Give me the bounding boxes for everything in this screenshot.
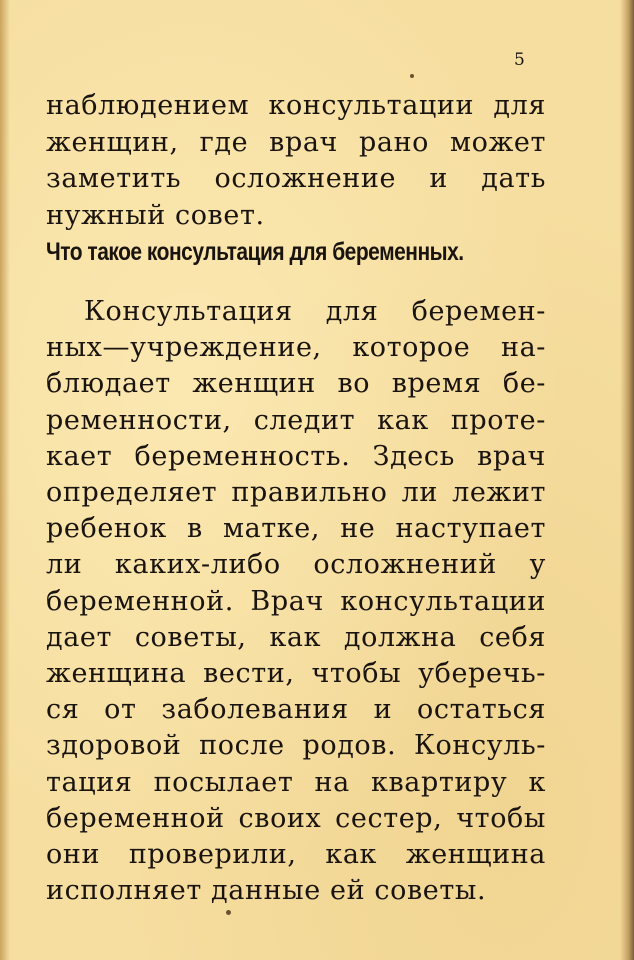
text-line: кает беременность. Здесь врач (46, 440, 546, 472)
text-line: женщина вести, чтобы уберечь- (46, 658, 546, 690)
text-line: Консультация для беремен- (84, 296, 546, 327)
text-line: заметить осложнение и дать (46, 163, 546, 194)
text-line: ных—учреждение, которое на- (46, 332, 546, 364)
text-line: беременной своих сестер, чтобы (46, 802, 546, 834)
text-line: наблюдением консультации для (46, 90, 546, 121)
text-line: здоровой после родов. Консуль- (46, 730, 546, 762)
text-line: определяет правильно ли лежит (46, 477, 546, 509)
page-left-edge (0, 0, 10, 960)
continuation-paragraph (46, 88, 546, 234)
text-line: тация посылает на квартиру к (46, 766, 546, 798)
text-line: беременной. Врач консультации (46, 585, 546, 617)
page-right-edge (620, 0, 634, 960)
text-line: дает советы, как должна себя (46, 621, 546, 653)
text-line: ли каких-либо осложнений у (46, 549, 546, 581)
text-line: блюдает женщин во время бе- (46, 368, 546, 400)
section-heading: Что такое консультация для беременных. (46, 238, 464, 266)
section-paragraph (46, 294, 546, 909)
ink-speck (410, 74, 414, 78)
ink-speck (226, 910, 231, 915)
text-line: они проверили, как женщина (46, 839, 546, 871)
text-line: исполняет данные ей советы. (46, 875, 487, 907)
text-line: ребенок в матке, не наступает (46, 513, 546, 545)
text-line: женщин, где врач рано может (46, 126, 546, 158)
text-line: нужный совет. (46, 199, 265, 231)
page-number: 5 (514, 50, 525, 70)
text-line: ся от заболевания и остаться (46, 694, 546, 726)
text-line: ременности, следит как проте- (46, 404, 546, 436)
